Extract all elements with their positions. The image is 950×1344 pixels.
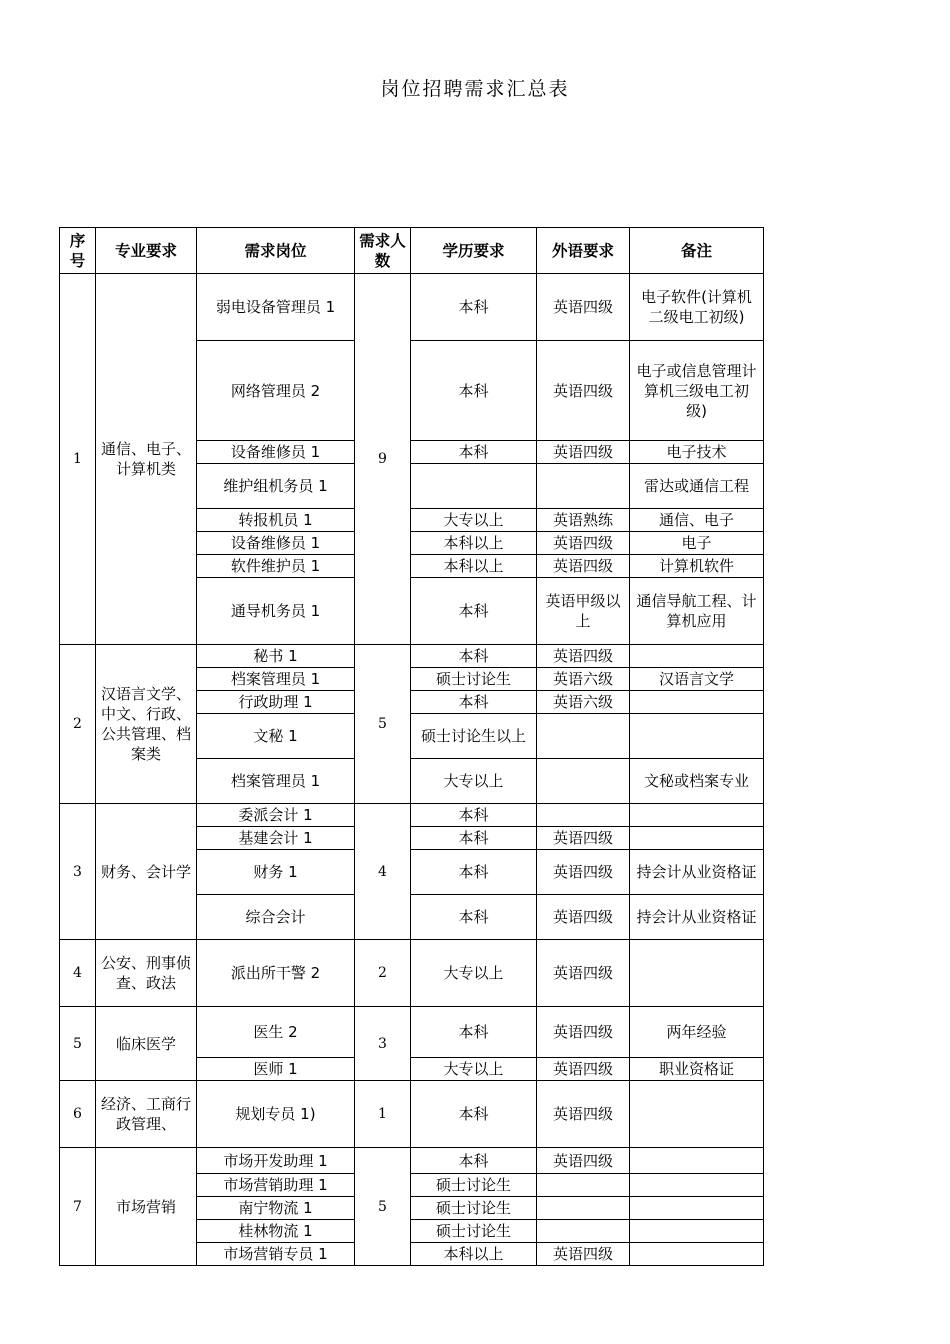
language-cell: 英语四级 xyxy=(537,1243,630,1266)
language-cell: 英语四级 xyxy=(537,645,630,668)
language-cell: 英语六级 xyxy=(537,691,630,714)
header-cell-note: 备注 xyxy=(630,228,764,274)
post-cell: 文秘 1 xyxy=(197,714,355,759)
major-cell: 市场营销 xyxy=(96,1148,197,1266)
page-title: 岗位招聘需求汇总表 xyxy=(380,78,570,100)
language-cell xyxy=(537,464,630,509)
post-cell: 设备维修员 1 xyxy=(197,441,355,464)
row-index-cell: 6 xyxy=(60,1081,96,1148)
education-cell: 本科 xyxy=(411,274,537,341)
language-cell: 英语熟练 xyxy=(537,509,630,532)
language-cell: 英语甲级以上 xyxy=(537,578,630,645)
major-cell: 经济、工商行政管理、 xyxy=(96,1081,197,1148)
header-cell-post: 需求岗位 xyxy=(197,228,355,274)
education-cell: 硕士讨论生 xyxy=(411,1197,537,1220)
note-cell xyxy=(630,827,764,850)
count-cell: 5 xyxy=(355,645,411,804)
table-row xyxy=(60,1007,764,1058)
header-cell-index: 序号 xyxy=(60,228,96,274)
post-cell: 医生 2 xyxy=(197,1007,355,1058)
note-cell xyxy=(630,1081,764,1148)
language-cell: 英语四级 xyxy=(537,940,630,1007)
table-row xyxy=(60,1081,764,1148)
post-cell: 派出所干警 2 xyxy=(197,940,355,1007)
education-cell: 大专以上 xyxy=(411,509,537,532)
major-cell: 临床医学 xyxy=(96,1007,197,1081)
table-body xyxy=(60,274,764,1266)
education-cell: 本科以上 xyxy=(411,1243,537,1266)
post-cell: 财务 1 xyxy=(197,850,355,895)
education-cell xyxy=(411,464,537,509)
language-cell: 英语四级 xyxy=(537,1007,630,1058)
education-cell: 本科 xyxy=(411,804,537,827)
major-cell: 汉语言文学、中文、行政、公共管理、档案类 xyxy=(96,645,197,804)
education-cell: 本科 xyxy=(411,850,537,895)
post-cell: 市场开发助理 1 xyxy=(197,1148,355,1174)
header-cell-language: 外语要求 xyxy=(537,228,630,274)
row-index-cell: 1 xyxy=(60,274,96,645)
table-row xyxy=(60,645,764,668)
note-cell: 电子或信息管理计算机三级电工初级) xyxy=(630,341,764,441)
major-cell: 公安、刑事侦查、政法 xyxy=(96,940,197,1007)
language-cell: 英语四级 xyxy=(537,1148,630,1174)
post-cell: 综合会计 xyxy=(197,895,355,940)
row-index-cell: 7 xyxy=(60,1148,96,1266)
education-cell: 硕士讨论生 xyxy=(411,1220,537,1243)
language-cell xyxy=(537,1197,630,1220)
note-cell xyxy=(630,714,764,759)
language-cell: 英语四级 xyxy=(537,441,630,464)
post-cell: 弱电设备管理员 1 xyxy=(197,274,355,341)
note-cell: 电子 xyxy=(630,532,764,555)
language-cell: 英语四级 xyxy=(537,1058,630,1081)
education-cell: 本科 xyxy=(411,441,537,464)
table-row xyxy=(60,804,764,827)
note-cell xyxy=(630,1148,764,1174)
note-cell: 汉语言文学 xyxy=(630,668,764,691)
education-cell: 本科以上 xyxy=(411,532,537,555)
table-row xyxy=(60,274,764,341)
language-cell xyxy=(537,1220,630,1243)
language-cell: 英语四级 xyxy=(537,850,630,895)
education-cell: 本科 xyxy=(411,1148,537,1174)
post-cell: 南宁物流 1 xyxy=(197,1197,355,1220)
note-cell: 电子软件(计算机二级电工初级) xyxy=(630,274,764,341)
row-index-cell: 2 xyxy=(60,645,96,804)
note-cell xyxy=(630,1197,764,1220)
post-cell: 基建会计 1 xyxy=(197,827,355,850)
note-cell: 持会计从业资格证 xyxy=(630,850,764,895)
language-cell: 英语四级 xyxy=(537,895,630,940)
count-cell: 5 xyxy=(355,1148,411,1266)
row-index-cell: 4 xyxy=(60,940,96,1007)
post-cell: 市场营销专员 1 xyxy=(197,1243,355,1266)
note-cell: 计算机软件 xyxy=(630,555,764,578)
count-cell: 2 xyxy=(355,940,411,1007)
table-header-row xyxy=(60,228,764,274)
header-cell-count: 需求人数 xyxy=(355,228,411,274)
education-cell: 本科 xyxy=(411,895,537,940)
education-cell: 硕士讨论生 xyxy=(411,1174,537,1197)
post-cell: 维护组机务员 1 xyxy=(197,464,355,509)
post-cell: 委派会计 1 xyxy=(197,804,355,827)
language-cell: 英语四级 xyxy=(537,1081,630,1148)
count-cell: 4 xyxy=(355,804,411,940)
post-cell: 医师 1 xyxy=(197,1058,355,1081)
note-cell xyxy=(630,1220,764,1243)
table-row xyxy=(60,1148,764,1174)
language-cell: 英语六级 xyxy=(537,668,630,691)
note-cell: 通信导航工程、计算机应用 xyxy=(630,578,764,645)
post-cell: 档案管理员 1 xyxy=(197,759,355,804)
note-cell xyxy=(630,1243,764,1266)
table-row xyxy=(60,940,764,1007)
header-cell-major: 专业要求 xyxy=(96,228,197,274)
note-cell xyxy=(630,940,764,1007)
post-cell: 档案管理员 1 xyxy=(197,668,355,691)
language-cell: 英语四级 xyxy=(537,555,630,578)
language-cell xyxy=(537,1174,630,1197)
education-cell: 本科以上 xyxy=(411,555,537,578)
count-cell: 9 xyxy=(355,274,411,645)
note-cell: 职业资格证 xyxy=(630,1058,764,1081)
major-cell: 财务、会计学 xyxy=(96,804,197,940)
education-cell: 本科 xyxy=(411,578,537,645)
education-cell: 本科 xyxy=(411,1007,537,1058)
post-cell: 转报机员 1 xyxy=(197,509,355,532)
education-cell: 本科 xyxy=(411,645,537,668)
note-cell: 持会计从业资格证 xyxy=(630,895,764,940)
recruitment-table xyxy=(59,227,764,1266)
post-cell: 通导机务员 1 xyxy=(197,578,355,645)
note-cell xyxy=(630,645,764,668)
education-cell: 本科 xyxy=(411,341,537,441)
note-cell: 文秘或档案专业 xyxy=(630,759,764,804)
note-cell: 电子技术 xyxy=(630,441,764,464)
language-cell xyxy=(537,714,630,759)
post-cell: 规划专员 1) xyxy=(197,1081,355,1148)
language-cell: 英语四级 xyxy=(537,274,630,341)
education-cell: 硕士讨论生 xyxy=(411,668,537,691)
post-cell: 桂林物流 1 xyxy=(197,1220,355,1243)
post-cell: 行政助理 1 xyxy=(197,691,355,714)
language-cell xyxy=(537,804,630,827)
education-cell: 大专以上 xyxy=(411,1058,537,1081)
note-cell xyxy=(630,691,764,714)
language-cell xyxy=(537,759,630,804)
note-cell xyxy=(630,1174,764,1197)
language-cell: 英语四级 xyxy=(537,827,630,850)
post-cell: 软件维护员 1 xyxy=(197,555,355,578)
note-cell: 两年经验 xyxy=(630,1007,764,1058)
post-cell: 设备维修员 1 xyxy=(197,532,355,555)
education-cell: 本科 xyxy=(411,1081,537,1148)
major-cell: 通信、电子、计算机类 xyxy=(96,274,197,645)
count-cell: 1 xyxy=(355,1081,411,1148)
row-index-cell: 5 xyxy=(60,1007,96,1081)
education-cell: 大专以上 xyxy=(411,940,537,1007)
note-cell: 通信、电子 xyxy=(630,509,764,532)
post-cell: 网络管理员 2 xyxy=(197,341,355,441)
header-cell-education: 学历要求 xyxy=(411,228,537,274)
post-cell: 市场营销助理 1 xyxy=(197,1174,355,1197)
language-cell: 英语四级 xyxy=(537,532,630,555)
education-cell: 硕士讨论生以上 xyxy=(411,714,537,759)
language-cell: 英语四级 xyxy=(537,341,630,441)
note-cell xyxy=(630,804,764,827)
education-cell: 本科 xyxy=(411,691,537,714)
count-cell: 3 xyxy=(355,1007,411,1081)
education-cell: 大专以上 xyxy=(411,759,537,804)
note-cell: 雷达或通信工程 xyxy=(630,464,764,509)
post-cell: 秘书 1 xyxy=(197,645,355,668)
row-index-cell: 3 xyxy=(60,804,96,940)
education-cell: 本科 xyxy=(411,827,537,850)
